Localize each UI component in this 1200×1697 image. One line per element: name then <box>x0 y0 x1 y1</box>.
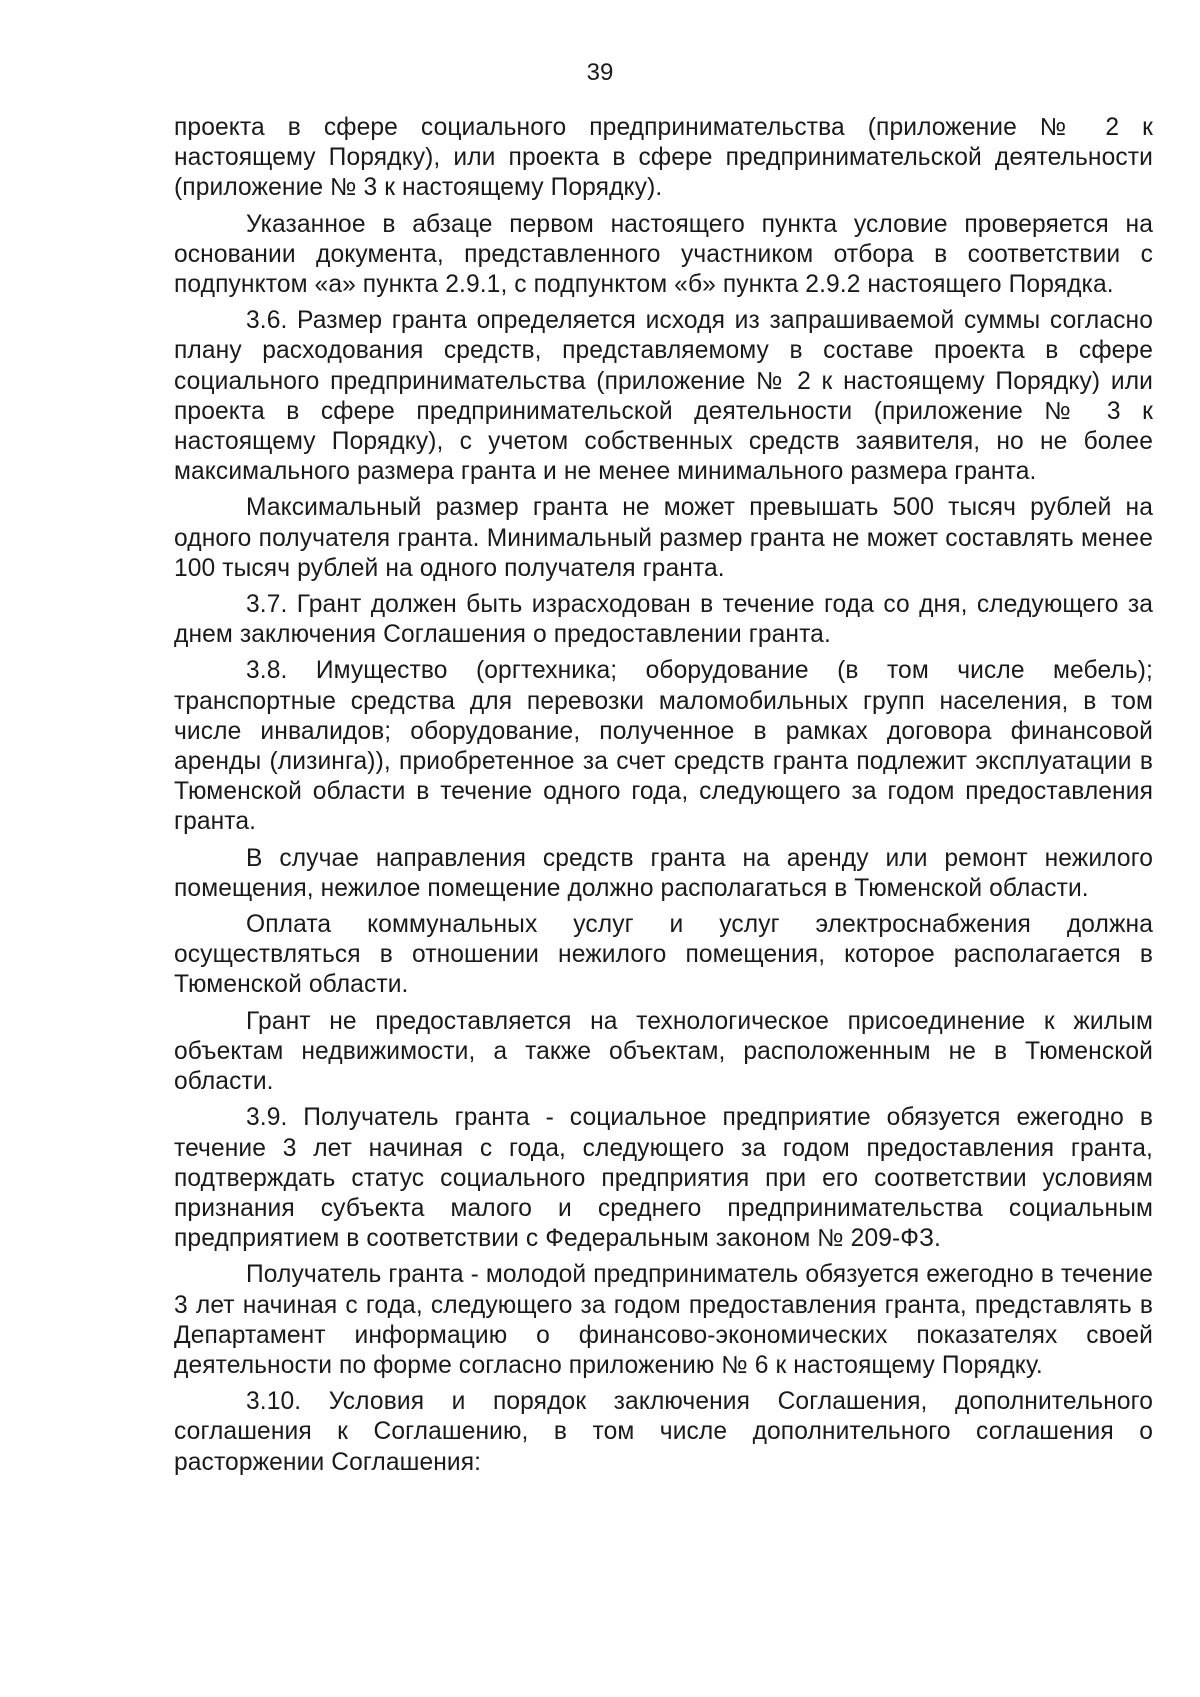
paragraph: Получатель гранта - молодой предприниматель обязуется ежегодно в течение 3 лет начиная с года, следующего за годом предоставления гранта, представлять в Департамент информацию о финансово-экономических показателях своей деятельности по форме согласно приложению № 6 к настоящему Порядку. <box>174 1261 1153 1379</box>
paragraph: Указанное в абзаце первом настоящего пункта условие проверяется на основании документа, представленного участником отбора в соответствии с подпунктом «а» пункта 2.9.1, с подпунктом «б» пункта 2.9.2 настоящего Порядка. <box>174 210 1153 299</box>
paragraph-3-7: 3.7. Грант должен быть израсходован в течение года со дня, следующего за днем заключения Соглашения о предоставлении гранта. <box>174 591 1153 649</box>
paragraph-continuation: проекта в сфере социального предпринимательства (приложение № 2 к настоящему Порядку), или проекта в сфере предпринимательской деятельности (приложение № 3 к настоящему Порядку). <box>174 114 1153 202</box>
paragraph-3-10: 3.10. Условия и порядок заключения Соглашения, дополнительного соглашения к Соглашению, в том числе дополнительного соглашения о расторжении Соглашения: <box>174 1388 1153 1476</box>
paragraph-3-6: 3.6. Размер гранта определяется исходя из запрашиваемой суммы согласно плану расходования средств, представляемому в составе проекта в сфере социального предпринимательства (приложение № 2 к настоящему Порядку) или проекта в сфере предпринимательской деятельности (приложение № 3 к настоящему Порядку), с учетом собственных средств заявителя, но не более максимального размера гранта и не менее минимального размера гранта. <box>174 307 1153 486</box>
paragraph: Грант не предоставляется на технологическое присоединение к жилым объектам недвижимости, а также объектам, расположенным не в Тюменской области. <box>174 1007 1153 1096</box>
paragraph-3-8: 3.8. Имущество (оргтехника; оборудование (в том числе мебель); транспортные средства для перевозки маломобильных групп населения, в том числе инвалидов; оборудование, полученное в рамках договора финансовой аренды (лизинга)), приобретенное за счет средств гранта подлежит эксплуатации в Тюменской области в течение одного года, следующего за годом предоставления гранта. <box>174 657 1153 836</box>
paragraph: Максимальный размер гранта не может превышать 500 тысяч рублей на одного получателя гранта. Минимальный размер гранта не может составлять менее 100 тысяч рублей на одного получателя гранта. <box>174 494 1153 582</box>
paragraph-3-9: 3.9. Получатель гранта - социальное предприятие обязуется ежегодно в течение 3 лет начиная с года, следующего за годом предоставления гранта, подтверждать статус социального предприятия при его соответствии условиям признания субъекта малого и среднего предпринимательства социальным предприятием в соответствии с Федеральным законом № 209-ФЗ. <box>174 1104 1153 1253</box>
paragraph: В случае направления средств гранта на аренду или ремонт нежилого помещения, нежилое помещение должно располагаться в Тюменской области. <box>174 844 1153 902</box>
document-body <box>174 113 1153 1484</box>
page-number: 39 <box>586 59 614 86</box>
paragraph: Оплата коммунальных услуг и услуг электроснабжения должна осуществляться в отношении нежилого помещения, которое располагается в Тюменской области. <box>174 911 1153 999</box>
